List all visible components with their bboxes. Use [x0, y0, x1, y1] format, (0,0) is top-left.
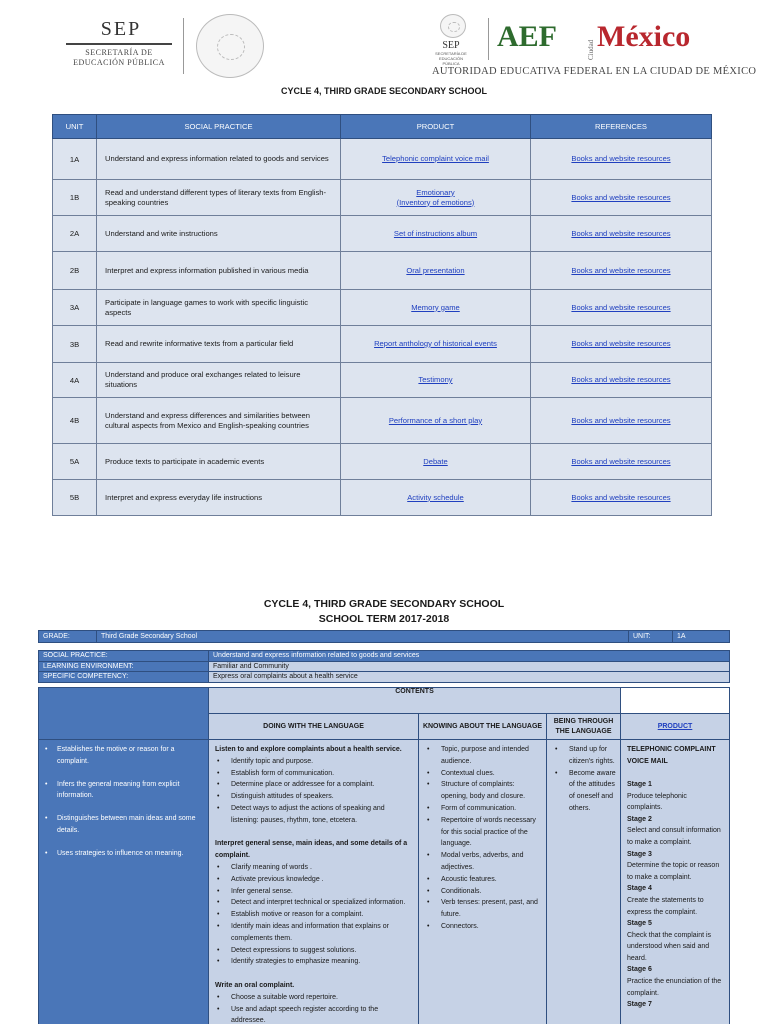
- authority-text: AUTORIDAD EDUCATIVA FEDERAL EN LA CIUDAD DE MÉXICO: [432, 66, 757, 77]
- stage-text: Select and consult information to make a complaint.: [627, 827, 721, 846]
- knowing-item: • Verb tenses: present, past, and future.: [423, 897, 542, 921]
- stage-label: Stage 3: [627, 850, 652, 858]
- sep-logo-subtitle-1: SECRETARÍA DE: [85, 48, 153, 57]
- references-cell: [531, 252, 712, 290]
- doing-title-2: Interpret general sense, main ideas, and some details of a complaint.: [215, 840, 408, 860]
- doing-item: • Determine place or addressee for a complaint.: [213, 779, 414, 791]
- references-link[interactable]: Books and website resources: [571, 415, 671, 425]
- references-cell: [531, 216, 712, 252]
- product-link[interactable]: Oral presentation: [406, 265, 465, 275]
- doing-item: • Identify topic and purpose.: [213, 756, 414, 768]
- product-header-top: [621, 688, 730, 714]
- sep-logo: [64, 18, 174, 78]
- doing-item: • Clarify meaning of words .: [213, 862, 414, 874]
- being-list: [547, 740, 620, 815]
- references-cell: [531, 180, 712, 216]
- unit-row: [53, 326, 712, 363]
- unit-row: [53, 363, 712, 398]
- product-cell: [341, 216, 531, 252]
- product-cell: [341, 363, 531, 398]
- references-link[interactable]: Books and website resources: [571, 154, 671, 163]
- product-header: [621, 714, 730, 740]
- doing-item: • Detect ways to adjust the actions of speaking and listening: pauses, rhythm, tone, etcetera.: [213, 803, 414, 827]
- aef-divider: [488, 18, 489, 60]
- contents-title: CONTENTS: [209, 688, 621, 714]
- col-product: PRODUCT: [341, 115, 531, 139]
- grade-unit-table: [38, 630, 730, 643]
- doing-item: • Identify strategies to emphasize meaning.: [213, 956, 414, 968]
- social-practice-cell: Understand and produce oral exchanges related to leisure situations: [97, 363, 341, 398]
- doing-item: • Distinguish attitudes of speakers.: [213, 791, 414, 803]
- school-term-title: SCHOOL TERM 2017-2018: [318, 613, 450, 625]
- col-references: REFERENCES: [531, 115, 712, 139]
- doing-item: • Identify main ideas and information that explains or complements them.: [213, 921, 414, 945]
- knowing-item: • Conditionals.: [423, 886, 542, 898]
- knowing-item: • Topic, purpose and intended audience.: [423, 744, 542, 768]
- doing-list-3: [209, 992, 418, 1024]
- product-cell: [341, 326, 531, 363]
- units-table-body: [53, 139, 712, 516]
- unit-cell: 5A: [53, 444, 97, 480]
- doing-item: • Activate previous knowledge .: [213, 874, 414, 886]
- stage-label: Stage 6: [627, 966, 652, 974]
- being-cell: [547, 740, 621, 1024]
- doing-item: • Infer general sense.: [213, 886, 414, 898]
- stage-text: Create the statements to express the complaint.: [627, 896, 704, 916]
- knowing-item: • Modal verbs, adverbs, and adjectives.: [423, 850, 542, 874]
- unit-row: [53, 139, 712, 180]
- knowing-header: KNOWING ABOUT THE LANGUAGE: [419, 714, 547, 740]
- achievement-item: • Distinguishes between main ideas and some details.: [43, 813, 204, 836]
- specific-competency-label: SPECIFIC COMPETENCY:: [39, 672, 209, 683]
- knowing-item: • Contextual clues.: [423, 768, 542, 780]
- product-link[interactable]: Telephonic complaint voice mail: [382, 154, 489, 163]
- sep-small-logo: [432, 14, 470, 66]
- product-cell: [341, 444, 531, 480]
- unit-row: [53, 290, 712, 326]
- unit-row: [53, 444, 712, 480]
- achievements-list: [39, 740, 208, 859]
- product-cell: [341, 180, 531, 216]
- social-practice-cell: Interpret and express information published in various media: [97, 252, 341, 290]
- references-cell: [531, 480, 712, 516]
- unit-cell: 2A: [53, 216, 97, 252]
- doing-list-1: [209, 756, 418, 827]
- achievement-item: • Uses strategies to influence on meaning.: [43, 848, 204, 860]
- product-link[interactable]: Report anthology of historical events: [374, 339, 497, 348]
- social-practice-cell: Participate in language games to work with specific linguistic aspects: [97, 290, 341, 326]
- doing-header: DOING WITH THE LANGUAGE: [209, 714, 419, 740]
- achievement-item: • Infers the general meaning from explicit information.: [43, 779, 204, 802]
- references-link[interactable]: Books and website resources: [571, 302, 671, 312]
- stage-text: Determine the topic or reason to make a complaint.: [627, 862, 720, 881]
- sep-small-subtitle: SECRETARÍA DE EDUCACIÓN PÚBLICA: [435, 51, 467, 66]
- knowing-list: [419, 740, 546, 933]
- grade-label: GRADE:: [39, 631, 97, 643]
- doing-item: • Detect expressions to suggest solutions.: [213, 945, 414, 957]
- unit-row: [53, 398, 712, 444]
- knowing-item: • Repertoire of words necessary for this social practice of the language.: [423, 815, 542, 850]
- stage-text: Check that the complaint is understood when said and heard.: [627, 931, 712, 962]
- knowing-item: • Structure of complaints: opening, body and closure.: [423, 779, 542, 803]
- doing-item: • Choose a suitable word repertoire.: [213, 992, 414, 1004]
- achievements-header-top: [39, 688, 209, 740]
- unit-row: [53, 180, 712, 216]
- doing-list-2: [209, 862, 418, 968]
- national-seal-icon: [196, 14, 264, 78]
- being-item: • Become aware of the attitudes of oneself and others.: [551, 768, 616, 815]
- aef-mexico-text: México: [597, 20, 691, 53]
- unit-cell: 1B: [53, 180, 97, 216]
- product-cell: [341, 139, 531, 180]
- being-header: BEING THROUGH THE LANGUAGE: [547, 714, 621, 740]
- unit-cell: 5B: [53, 480, 97, 516]
- grade-value: Third Grade Secondary School: [97, 631, 629, 643]
- references-link[interactable]: Books and website resources: [571, 375, 671, 384]
- being-item: • Stand up for citizen's rights.: [551, 744, 616, 768]
- units-table-header: [53, 115, 712, 139]
- doing-item: • Use and adapt speech register according to the addressee.: [213, 1004, 414, 1024]
- logo-divider: [183, 18, 184, 74]
- learning-environment-label: LEARNING ENVIRONMENT:: [39, 661, 209, 672]
- unit-row: [53, 216, 712, 252]
- knowing-item: • Form of communication.: [423, 803, 542, 815]
- references-cell: [531, 326, 712, 363]
- references-cell: [531, 290, 712, 326]
- product-cell: [621, 740, 730, 1024]
- social-practice-cell: Read and rewrite informative texts from a particular field: [97, 326, 341, 363]
- references-link[interactable]: Books and website resources: [571, 339, 671, 348]
- product-link[interactable]: Performance of a short play: [388, 415, 483, 425]
- knowing-item: • Connectors.: [423, 921, 542, 933]
- product-link[interactable]: Set of instructions album: [393, 228, 478, 238]
- product-link[interactable]: Memory game: [411, 302, 460, 312]
- references-link[interactable]: Books and website resources: [571, 456, 671, 466]
- info-table: [38, 650, 730, 683]
- references-cell: [531, 444, 712, 480]
- unit-cell: 1A: [53, 139, 97, 180]
- social-practice-value: Understand and express information related to goods and services: [209, 651, 730, 662]
- product-cell: [341, 480, 531, 516]
- doing-item: • Establish form of communication.: [213, 768, 414, 780]
- unit-label: UNIT:: [629, 631, 673, 643]
- unit-value: 1A: [673, 631, 730, 643]
- references-cell: [531, 363, 712, 398]
- knowing-cell: [419, 740, 547, 1024]
- learning-environment-value: Familiar and Community: [209, 661, 730, 672]
- social-practice-cell: Understand and express information related to goods and services: [97, 139, 341, 180]
- product-cell: [341, 290, 531, 326]
- social-practice-cell: Produce texts to participate in academic events: [97, 444, 341, 480]
- unit-cell: 3A: [53, 290, 97, 326]
- units-table: [52, 114, 712, 516]
- references-cell: [531, 139, 712, 180]
- page-title: CYCLE 4, THIRD GRADE SECONDARY SCHOOL: [280, 86, 488, 96]
- achievements-cell: [39, 740, 209, 1024]
- doing-title-3: Write an oral complaint.: [215, 981, 295, 989]
- doing-item: • Establish motive or reason for a complaint.: [213, 909, 414, 921]
- product-cell: [341, 252, 531, 290]
- aef-text: AEF: [497, 20, 557, 53]
- social-practice-cell: Understand and write instructions: [97, 216, 341, 252]
- references-link[interactable]: Books and website resources: [571, 228, 671, 238]
- stage-label: Stage 2: [627, 815, 652, 823]
- stage-text: Produce telephonic complaints.: [627, 792, 687, 812]
- doing-cell: [209, 740, 419, 1024]
- product-link[interactable]: Activity schedule: [407, 492, 464, 502]
- stage-label: Stage 7: [627, 1001, 652, 1009]
- references-link[interactable]: Books and website resources: [571, 492, 671, 502]
- stage-label: Stage 4: [627, 885, 652, 893]
- contents-table: [38, 687, 730, 1024]
- doing-item: • Detect and interpret technical or specialized information.: [213, 897, 414, 909]
- unit-row: [53, 252, 712, 290]
- social-practice-cell: Read and understand different types of literary texts from English-speaking countries: [97, 180, 341, 216]
- section-title: CYCLE 4, THIRD GRADE SECONDARY SCHOOL: [263, 598, 505, 610]
- product-cell: [341, 398, 531, 444]
- unit-cell: 4A: [53, 363, 97, 398]
- social-practice-cell: Understand and express differences and similarities between cultural aspects from Mexico and English-speaking countries: [97, 398, 341, 444]
- product-link[interactable]: Debate: [423, 456, 448, 466]
- product-header-link[interactable]: PRODUCT: [657, 722, 693, 730]
- specific-competency-value: Express oral complaints about a health service: [209, 672, 730, 683]
- knowing-item: • Acoustic features.: [423, 874, 542, 886]
- unit-cell: 4B: [53, 398, 97, 444]
- achievement-item: • Establishes the motive or reason for a complaint.: [43, 744, 204, 767]
- aef-ciudad-text: Ciudad: [587, 39, 595, 60]
- sep-logo-subtitle-2: EDUCACIÓN PÚBLICA: [73, 58, 165, 67]
- stage-label: Stage 1: [627, 780, 652, 788]
- references-cell: [531, 398, 712, 444]
- sep-small-text: SEP: [442, 40, 460, 51]
- product-link[interactable]: Emotionary: [416, 187, 455, 197]
- references-link[interactable]: Books and website resources: [571, 265, 671, 275]
- stage-text: Practice the enunciation of the complaint.: [627, 978, 722, 997]
- social-practice-label: SOCIAL PRACTICE:: [39, 651, 209, 662]
- product-stages: [621, 740, 729, 1011]
- product-title: TELEPHONIC COMPLAINT VOICE MAIL: [627, 746, 716, 765]
- references-link[interactable]: Books and website resources: [571, 192, 671, 202]
- unit-cell: 2B: [53, 252, 97, 290]
- product-link[interactable]: Testimony: [418, 375, 453, 384]
- page-header: [0, 0, 768, 84]
- col-social-practice: SOCIAL PRACTICE: [97, 115, 341, 139]
- unit-cell: 3B: [53, 326, 97, 363]
- sep-logo-text: SEP: [100, 18, 142, 40]
- col-unit: UNIT: [53, 115, 97, 139]
- unit-row: [53, 480, 712, 516]
- product-link-2[interactable]: (Inventory of emotions): [396, 197, 475, 207]
- stage-label: Stage 5: [627, 920, 652, 928]
- sep-logo-line: [66, 43, 172, 45]
- social-practice-cell: Interpret and express everyday life instructions: [97, 480, 341, 516]
- doing-title-1: Listen to and explore complaints about a health service.: [215, 746, 402, 753]
